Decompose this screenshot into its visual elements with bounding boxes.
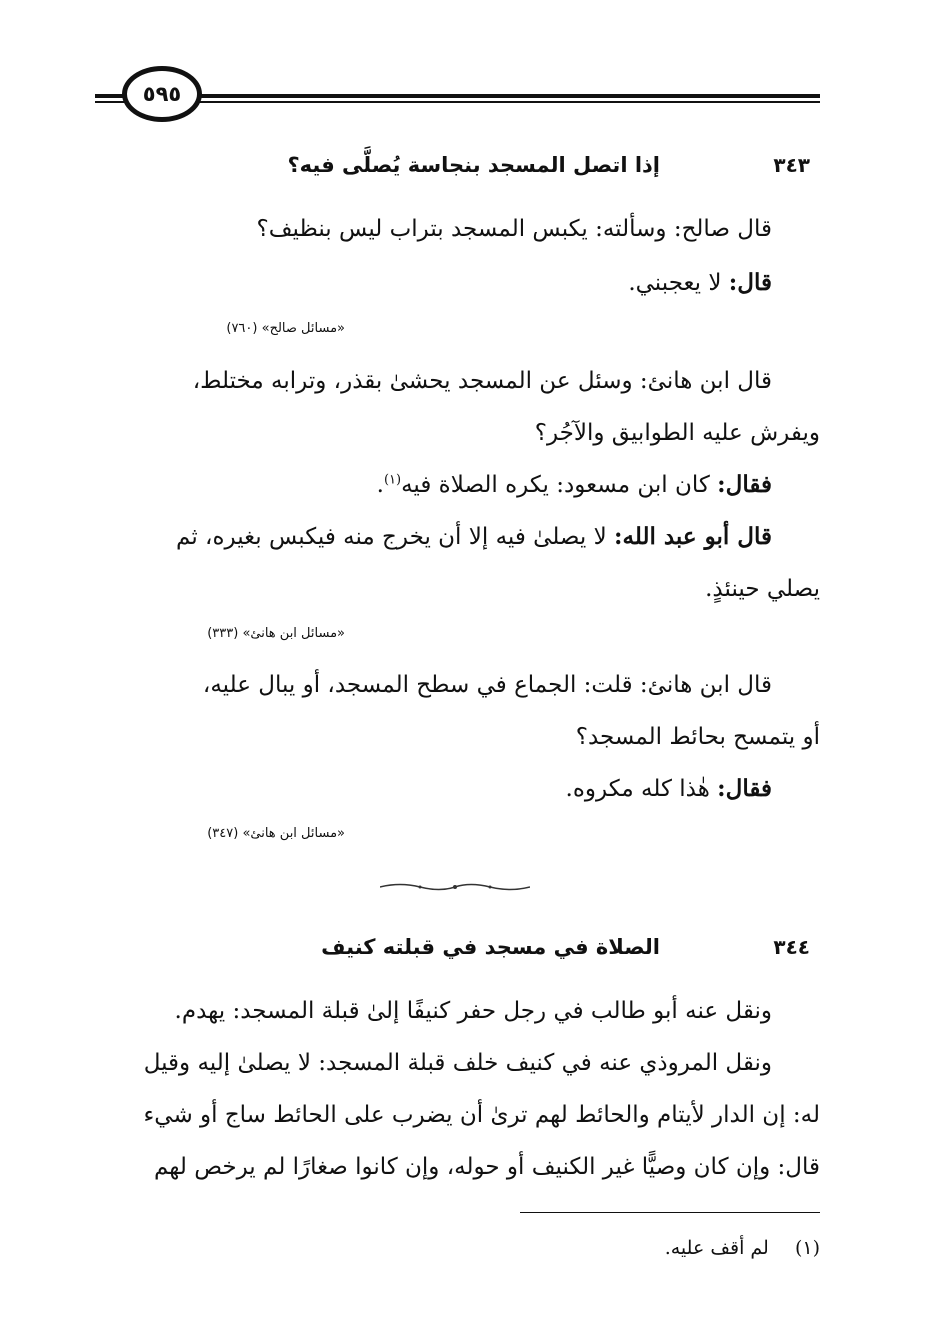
page-number: ٥٩٥ xyxy=(122,66,202,122)
section-title: الصلاة في مسجد في قبلته كنيف xyxy=(321,935,660,959)
paragraph-text: لا يصلىٰ فيه إلا أن يخرج منه فيكبس بغيره، ثم xyxy=(176,524,615,550)
paragraph xyxy=(60,212,772,246)
paragraph-text: لا يعجبني. xyxy=(628,270,729,296)
section-divider-ornament xyxy=(380,882,530,892)
paragraph-line: أو يتمسح بحائط المسجد؟ xyxy=(575,724,820,750)
paragraph-text: كان ابن مسعود: يكره الصلاة فيه xyxy=(401,472,718,498)
footnote-ref: (١) xyxy=(383,472,402,488)
paragraph-line: ويفرش عليه الطوابيق والآجُر؟ xyxy=(534,420,820,446)
header-rule-thin xyxy=(95,101,820,103)
paragraph-line: يصلي حينئذٍ. xyxy=(705,576,820,602)
paragraph-text: هٰذا كله مكروه. xyxy=(565,776,718,802)
paragraph xyxy=(60,772,772,806)
footnote-marker: (١) xyxy=(794,1237,820,1259)
footnote-rule xyxy=(520,1212,820,1213)
section-title: إذا اتصل المسجد بنجاسة يُصلَّى فيه؟ xyxy=(287,153,660,177)
speaker-label: قال: xyxy=(728,269,772,296)
paragraph-line: له: إن الدار لأيتام والحائط لهم ترىٰ أن يضرب على الحائط ساج أو شيء xyxy=(143,1102,820,1128)
source-citation: «مسائل ابن هانئ» (٣٤٧) xyxy=(207,826,345,841)
paragraph-end: . xyxy=(376,472,384,498)
paragraph-text: وسألته: يكبس المسجد بتراب ليس بنظيف؟ xyxy=(256,216,674,242)
section-number: ٣٤٤ xyxy=(773,935,810,959)
section-343-heading xyxy=(60,148,810,182)
source-citation: «مسائل ابن هانئ» (٣٣٣) xyxy=(207,626,345,641)
speaker-label: قال صالح: xyxy=(673,216,772,242)
paragraph-line: قال: وإن كان وصيًّا غير الكنيف أو حوله، وإن كانوا صغارًا لم يرخص لهم xyxy=(153,1154,820,1180)
speaker-label: قال أبو عبد الله: xyxy=(614,523,772,550)
source-citation: «مسائل صالح» (٧٦٠) xyxy=(226,321,345,336)
paragraph xyxy=(60,266,772,300)
paragraph-line: قال ابن هانئ: وسئل عن المسجد يحشىٰ بقذر، وترابه مختلط، xyxy=(192,368,772,394)
speaker-label: فقال: xyxy=(717,775,772,802)
paragraph xyxy=(60,520,772,554)
paragraph-line: قال ابن هانئ: قلت: الجماع في سطح المسجد، أو يبال عليه، xyxy=(202,672,772,698)
paragraph-line: ونقل المروذي عنه في كنيف خلف قبلة المسجد: لا يصلىٰ إليه وقيل xyxy=(143,1050,772,1076)
footnote-text: لم أقف عليه. xyxy=(664,1237,769,1259)
section-number: ٣٤٣ xyxy=(773,153,810,177)
speaker-label: فقال: xyxy=(717,471,772,498)
section-344-heading xyxy=(60,930,810,964)
paragraph xyxy=(60,468,772,502)
footnote xyxy=(665,1234,820,1262)
paragraph-line: ونقل عنه أبو طالب في رجل حفر كنيفًا إلىٰ قبلة المسجد: يهدم. xyxy=(174,998,772,1024)
header-rule xyxy=(95,94,820,98)
